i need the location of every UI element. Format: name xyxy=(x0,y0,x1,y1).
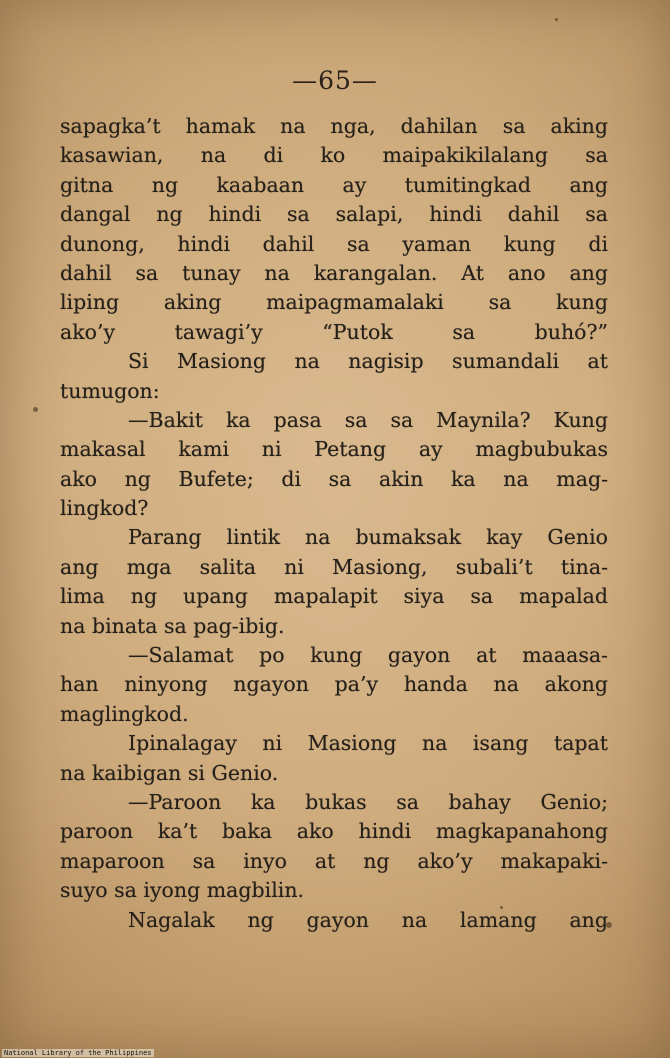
text-line: paroon ka’t baka ako hindi magkapanahong xyxy=(60,819,608,844)
text-line: Nagalak ng gayon na lamang ang xyxy=(128,907,608,932)
text-line: lima ng upang mapalapit siya sa mapalad xyxy=(60,584,608,609)
library-credit: National Library of the Philippines xyxy=(4,1049,152,1057)
text-line: ang mga salita ni Masiong, subali’t tina- xyxy=(60,554,608,579)
text-line: dunong, hindi dahil sa yaman kung di xyxy=(60,231,608,256)
text-line: Ipinalagay ni Masiong na isang tapat xyxy=(128,731,608,756)
text-line: tumugon: xyxy=(60,378,160,403)
text-line: suyo sa iyong magbilin. xyxy=(60,878,305,903)
text-line: Parang lintik na bumaksak kay Genio xyxy=(128,525,608,550)
text-line: na kaibigan si Genio. xyxy=(60,760,279,785)
text-line: —Paroon ka bukas sa bahay Genio; xyxy=(128,789,608,814)
text-line: maglingkod. xyxy=(60,701,189,726)
text-line: lingkod? xyxy=(60,496,149,521)
text-line: dahil sa tunay na karangalan. At ano ang xyxy=(60,260,608,285)
text-line: —Salamat po kung gayon at maaasa- xyxy=(128,643,608,668)
text-line: ako’y tawagi’y “Putok sa buhó?” xyxy=(60,319,608,344)
text-line: kasawian, na di ko maipakikilalang sa xyxy=(60,143,608,168)
text-line: —Bakit ka pasa sa sa Maynila? Kung xyxy=(128,407,608,432)
text-line: ako ng Bufete; di sa akin ka na mag- xyxy=(60,466,608,491)
paper-speck xyxy=(555,18,558,21)
text-line: dangal ng hindi sa salapi, hindi dahil sa xyxy=(60,202,608,227)
text-line: liping aking maipagmamalaki sa kung xyxy=(60,290,608,315)
paper-speck xyxy=(33,407,38,412)
page-number: —65— xyxy=(292,66,378,95)
text-line: makasal kami ni Petang ay magbubukas xyxy=(60,437,608,462)
text-line: han ninyong ngayon pa’y handa na akong xyxy=(60,672,608,697)
text-line: gitna ng kaabaan ay tumitingkad ang xyxy=(60,172,608,197)
text-line: maparoon sa inyo at ng ako’y makapaki- xyxy=(60,848,608,873)
text-line: na binata sa pag-ibig. xyxy=(60,613,285,638)
text-line: Si Masiong na nagisip sumandali at xyxy=(128,349,608,374)
text-line: sapagka’t hamak na nga, dahilan sa aking xyxy=(60,114,608,138)
body-text xyxy=(60,112,608,935)
